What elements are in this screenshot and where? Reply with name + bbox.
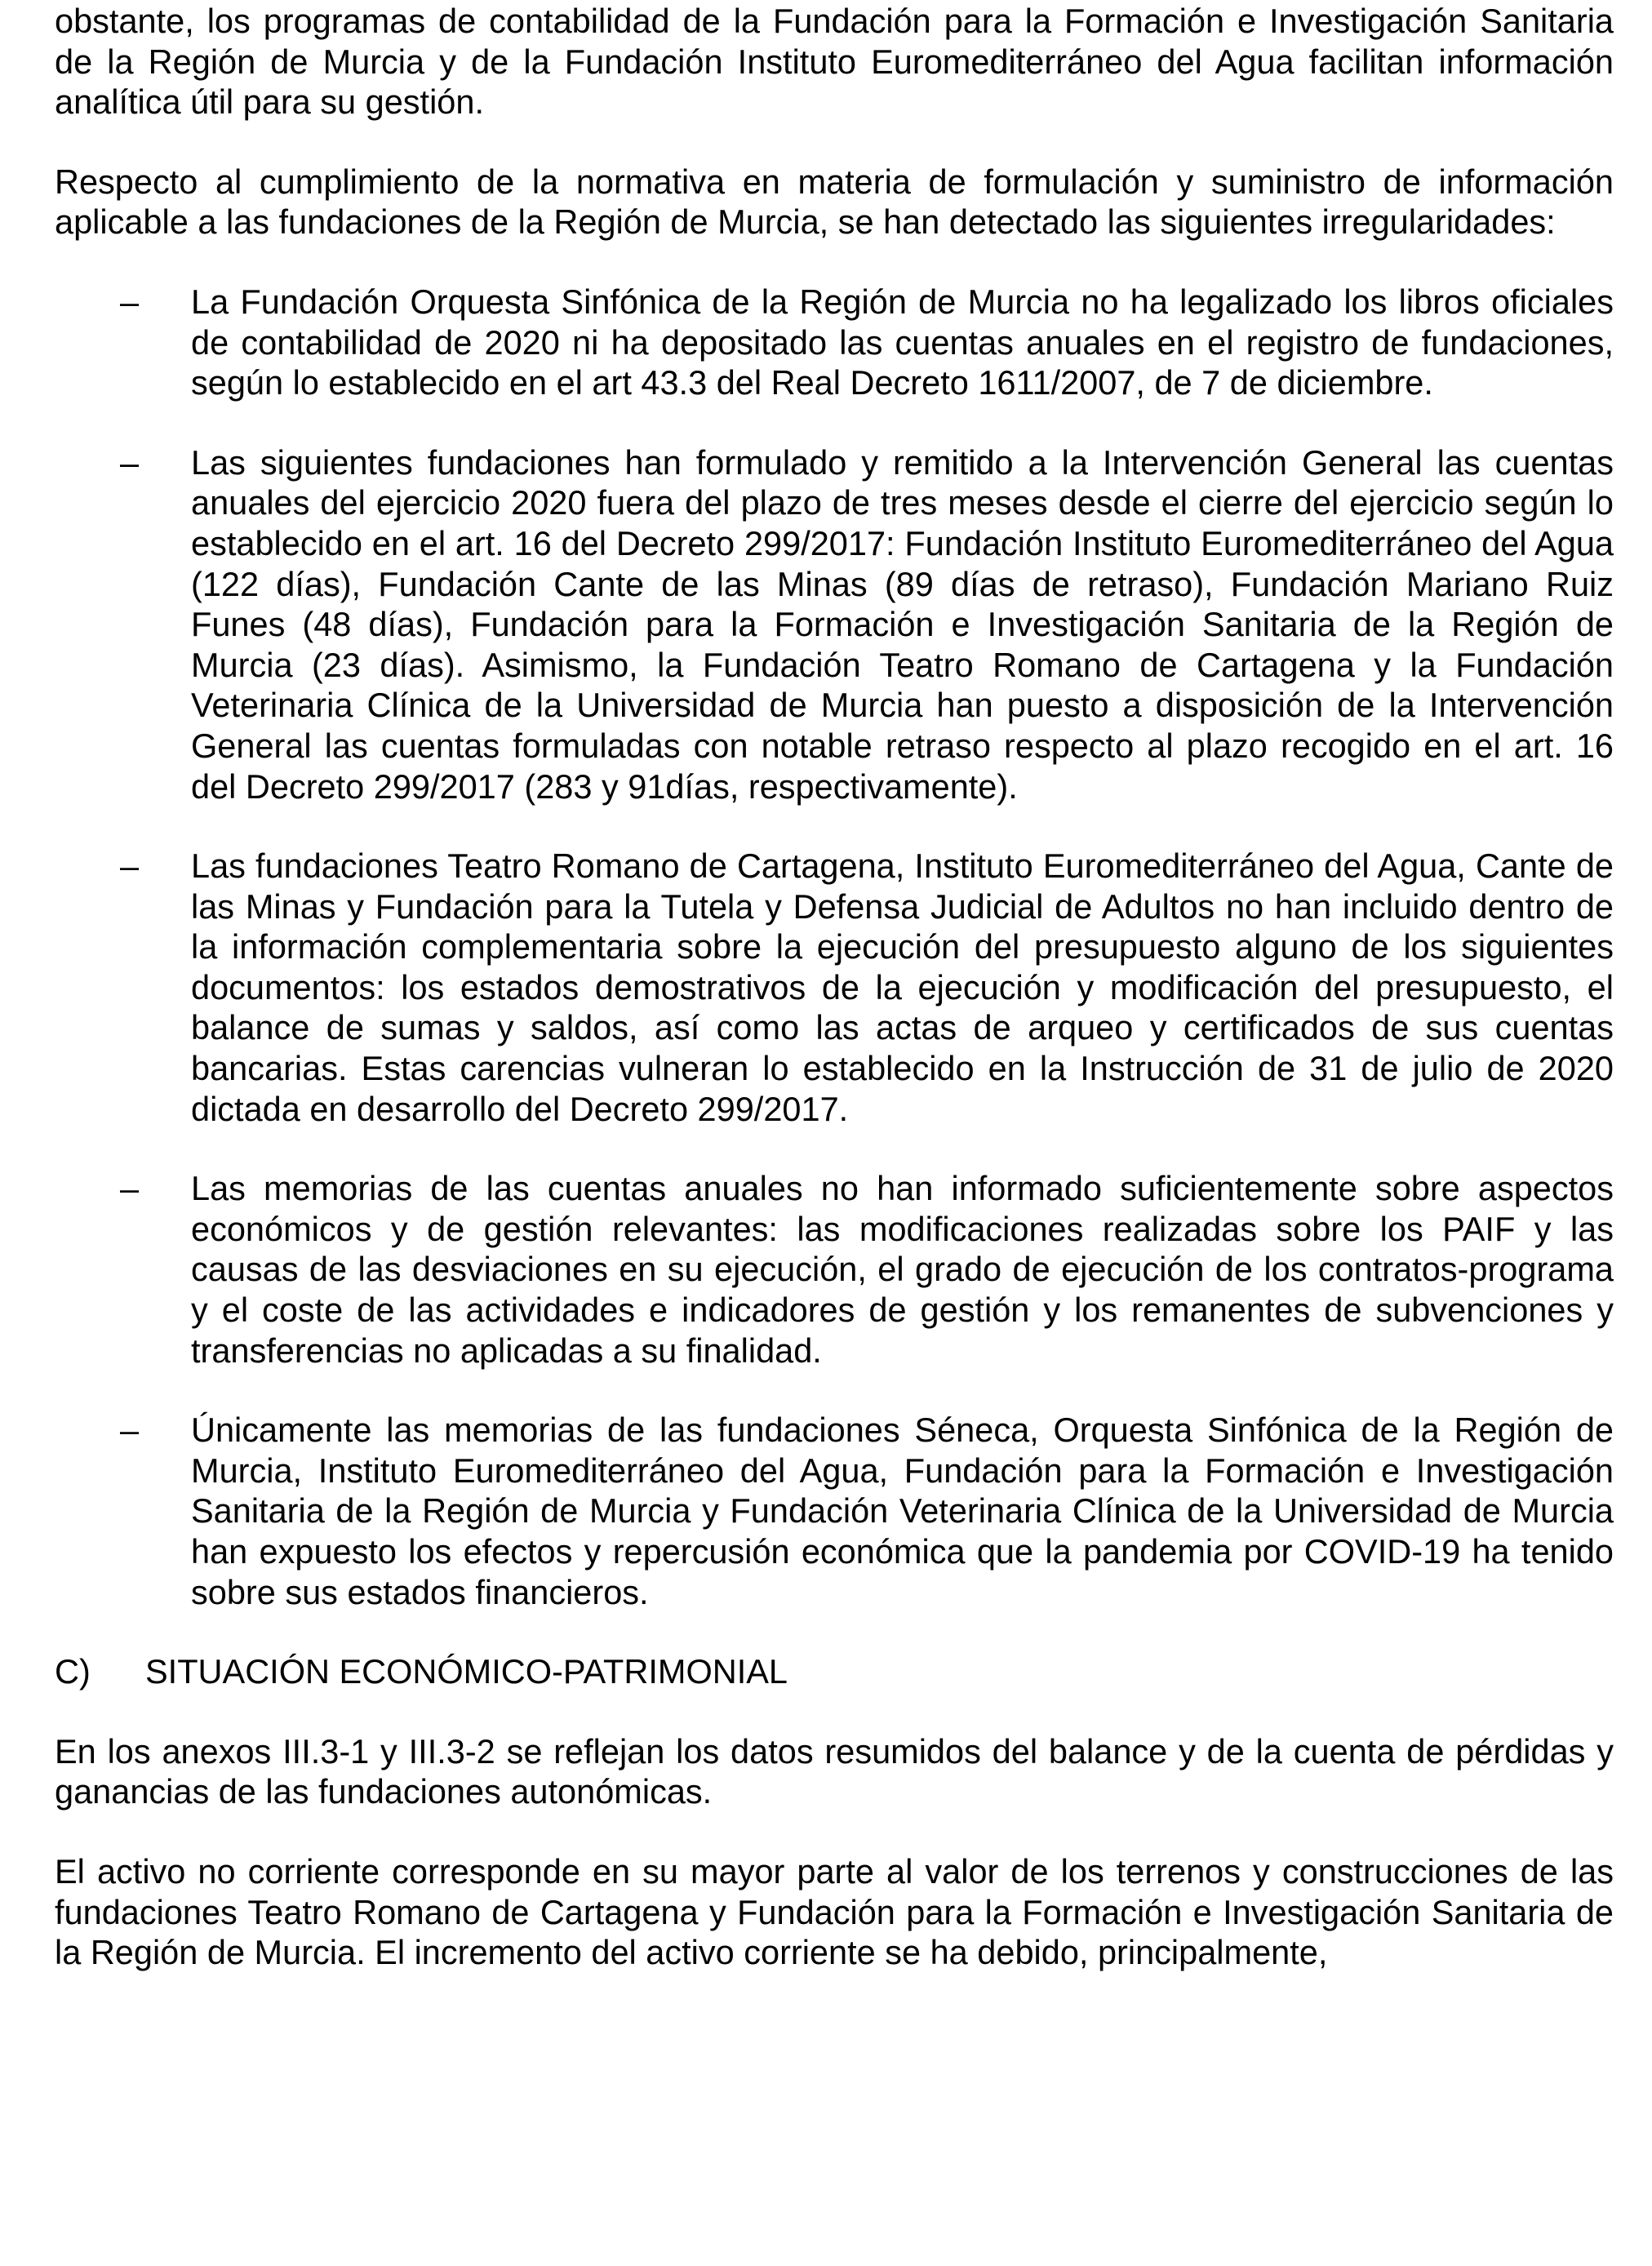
paragraph-irregularities-intro: Respecto al cumplimiento de la normativa en materia de formulación y suministro de información aplicable a las fundaciones de la Región de Murcia, se han detectado las siguientes irregularidades: — [55, 162, 1614, 242]
dash-bullet-icon: – — [120, 1169, 140, 1208]
section-letter: C) — [55, 1652, 91, 1691]
list-item-text: Las fundaciones Teatro Romano de Cartagena, Instituto Euromediterráneo del Agua, Cante de las Minas y Fundación para la Tutela y Defensa Judicial de Adultos no han incluido dentro de la información complementaria sobre la ejecución del presupuesto alguno de los siguientes documentos: los estados demostrativos de la ejecución y modificación del presupuesto, el balance de sumas y saldos, así como las actas de arqueo y certificados de sus cuentas bancarias. Estas carencias vulneran lo establecido en la Instrucción de 31 de julio de 2020 dictada en desarrollo del Decreto 299/2017. — [191, 846, 1614, 1128]
list-item — [55, 1410, 1614, 1612]
list-item-text: Las memorias de las cuentas anuales no han informado suficientemente sobre aspectos económicos y de gestión relevantes: las modificaciones realizadas sobre los PAIF y las causas de las desviaciones en su ejecución, el grado de ejecución de los contratos-programa y el coste de las actividades e indicadores de gestión y los remanentes de subvenciones y transferencias no aplicadas a su finalidad. — [191, 1169, 1614, 1370]
paragraph-annexes: En los anexos III.3-1 y III.3-2 se reflejan los datos resumidos del balance y de la cuenta de pérdidas y ganancias de las fundaciones autonómicas. — [55, 1731, 1614, 1811]
list-item — [55, 442, 1614, 806]
list-item-text: Únicamente las memorias de las fundaciones Séneca, Orquesta Sinfónica de la Región de Murcia, Instituto Euromediterráneo del Agua, Fundación para la Formación e Investigación Sanitaria de la Región de Murcia y Fundación Veterinaria Clínica de la Universidad de Murcia han expuesto los efectos y repercusión económica que la pandemia por COVID-19 ha tenido sobre sus estados financieros. — [191, 1411, 1614, 1611]
dash-bullet-icon: – — [120, 442, 140, 482]
list-item-text: La Fundación Orquesta Sinfónica de la Región de Murcia no ha legalizado los libros oficiales de contabilidad de 2020 ni ha depositado las cuentas anuales en el registro de fundaciones, según lo establecido en el art 43.3 del Real Decreto 1611/2007, de 7 de diciembre. — [191, 282, 1614, 402]
list-item — [55, 1168, 1614, 1371]
section-heading — [55, 1651, 1614, 1692]
paragraph-non-current-assets: El activo no corriente corresponde en su mayor parte al valor de los terrenos y construcciones de las fundaciones Teatro Romano de Cartagena y Fundación para la Formación e Investigación Sanitaria de la Región de Murcia. El incremento del activo corriente se ha debido, principalmente, — [55, 1851, 1614, 1972]
irregularities-list — [55, 282, 1614, 1612]
list-item — [55, 282, 1614, 403]
section-title: SITUACIÓN ECONÓMICO-PATRIMONIAL — [145, 1652, 788, 1691]
list-item-text: Las siguientes fundaciones han formulado y remitido a la Intervención General las cuentas anuales del ejercicio 2020 fuera del plazo de tres meses desde el cierre del ejercicio según lo establecido en el art. 16 del Decreto 299/2017: Fundación Instituto Euromediterráneo del Agua (122 días), Fundación Cante de las Minas (89 días de retraso), Fundación Mariano Ruiz Funes (48 días), Fundación para la Formación e Investigación Sanitaria de la Región de Murcia (23 días). Asimismo, la Fundación Teatro Romano de Cartagena y la Fundación Veterinaria Clínica de la Universidad de Murcia han puesto a disposición de la Intervención General las cuentas formuladas con notable retraso respecto al plazo recogido en el art. 16 del Decreto 299/2017 (283 y 91días, respectivamente). — [191, 442, 1614, 806]
dash-bullet-icon: – — [120, 282, 140, 321]
list-item — [55, 846, 1614, 1129]
paragraph-continuation: obstante, los programas de contabilidad de la Fundación para la Formación e Investigación Sanitaria de la Región de Murcia y de la Fundación Instituto Euromediterráneo del Agua facilitan información analítica útil para su gestión. — [55, 2, 1614, 122]
dash-bullet-icon: – — [120, 1411, 140, 1450]
dash-bullet-icon: – — [120, 846, 140, 886]
document-page — [55, 0, 1614, 1973]
